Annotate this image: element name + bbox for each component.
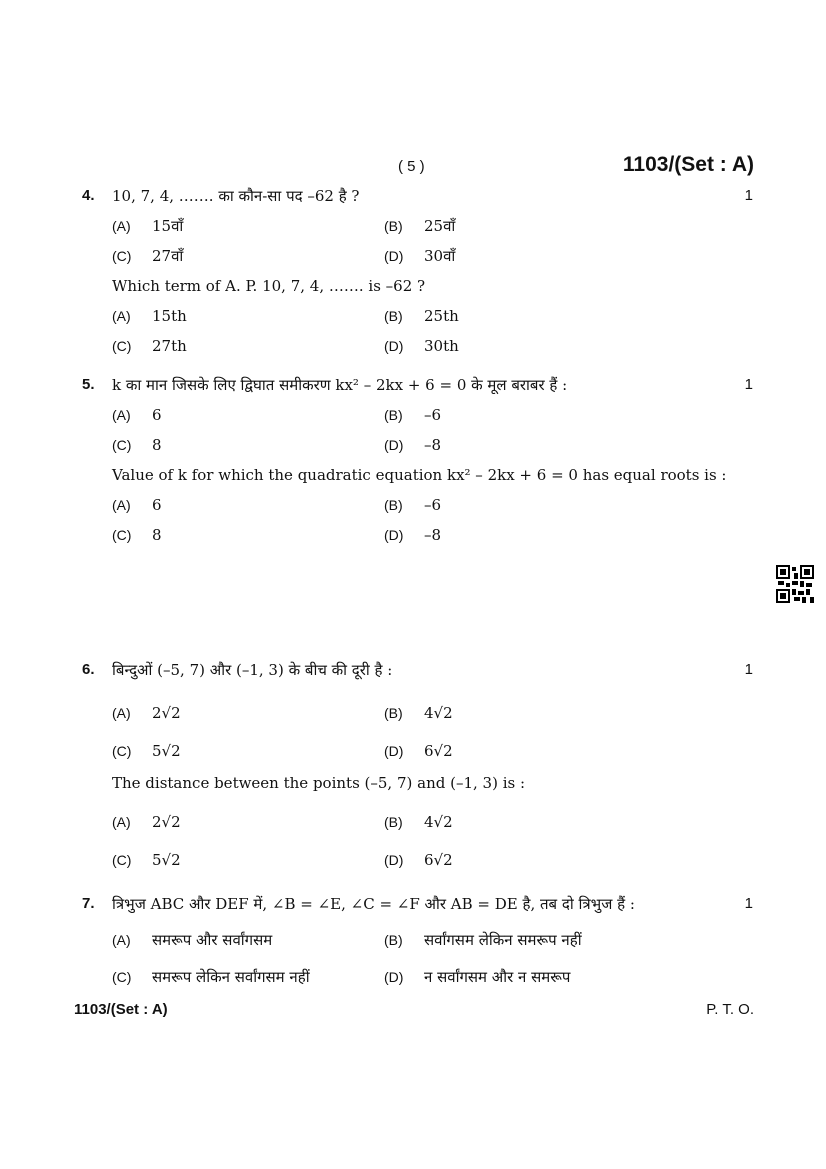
paper-code-footer: 1103/(Set : A) [74,1001,168,1018]
option-text: 5√2 [152,742,181,760]
option-label: (C) [112,248,132,264]
option-text: 5√2 [152,851,181,869]
option-text: 6√2 [424,851,453,869]
option-text: 15th [152,307,187,325]
option-label: (B) [384,497,403,513]
question-number: 5. [82,376,95,393]
option-label: (B) [384,705,403,721]
option-label: (A) [112,218,131,234]
question-marks: 1 [744,661,753,678]
option-text: 15वाँ [152,217,184,235]
option-label: (A) [112,932,131,948]
option-label: (B) [384,814,403,830]
option-text: 27वाँ [152,247,184,265]
please-turn-over: P. T. O. [706,1001,754,1018]
option-label: (B) [384,407,403,423]
option-label: (A) [112,497,131,513]
qr-code-icon [776,565,814,603]
option-text: –8 [424,526,442,544]
option-text: समरूप और सर्वांगसम [152,931,273,949]
option-label: (C) [112,969,132,985]
option-text: 30वाँ [424,247,456,265]
option-text: न सर्वांगसम और न समरूप [424,968,571,986]
option-text: सर्वांगसम लेकिन समरूप नहीं [424,931,582,949]
option-text: –6 [424,496,442,514]
option-text: 2√2 [152,813,181,831]
option-label: (C) [112,743,132,759]
option-label: (B) [384,308,403,324]
paper-code-header: 1103/(Set : A) [622,153,754,176]
option-label: (D) [384,852,404,868]
question-number: 6. [82,661,95,678]
option-label: (B) [384,218,403,234]
option-label: (C) [112,437,132,453]
option-text: 4√2 [424,704,453,722]
question-text-hindi: त्रिभुज ABC और DEF में, ∠B = ∠E, ∠C = ∠F और AB = DE है, तब दो त्रिभुज हैं : [112,895,635,913]
option-text: समरूप लेकिन सर्वांगसम नहीं [152,968,310,986]
option-label: (C) [112,338,132,354]
question-text-hindi: बिन्दुओं (–5, 7) और (–1, 3) के बीच की दूरी है : [112,661,393,679]
option-text: –8 [424,436,442,454]
option-text: –6 [424,406,442,424]
question-text-hindi: 10, 7, 4, ……. का कौन-सा पद –62 है ? [112,187,360,205]
option-label: (A) [112,705,131,721]
option-label: (A) [112,407,131,423]
option-label: (A) [112,814,131,830]
option-label: (D) [384,338,404,354]
question-number: 4. [82,187,95,204]
option-label: (C) [112,852,132,868]
option-label: (B) [384,932,403,948]
question-text-english: Value of k for which the quadratic equation kx² – 2kx + 6 = 0 has equal roots is : [112,466,727,484]
question-number: 7. [82,895,95,912]
option-label: (D) [384,527,404,543]
option-text: 6√2 [424,742,453,760]
option-label: (A) [112,308,131,324]
option-text: 2√2 [152,704,181,722]
option-text: 25th [424,307,459,325]
option-text: 6 [152,406,162,424]
option-label: (D) [384,743,404,759]
option-text: 4√2 [424,813,453,831]
question-text-hindi: k का मान जिसके लिए द्विघात समीकरण kx² – 2kx + 6 = 0 के मूल बराबर हैं : [112,376,568,394]
option-label: (D) [384,248,404,264]
question-marks: 1 [744,376,753,393]
option-label: (D) [384,969,404,985]
option-text: 6 [152,496,162,514]
question-text-english: The distance between the points (–5, 7) and (–1, 3) is : [112,774,526,792]
option-text: 8 [152,526,162,544]
option-label: (D) [384,437,404,453]
option-text: 30th [424,337,459,355]
option-text: 25वाँ [424,217,456,235]
option-text: 8 [152,436,162,454]
option-text: 27th [152,337,187,355]
question-marks: 1 [744,187,753,204]
option-label: (C) [112,527,132,543]
question-marks: 1 [744,895,753,912]
question-text-english: Which term of A. P. 10, 7, 4, ……. is –62 ? [112,277,426,295]
page-number: ( 5 ) [398,158,425,175]
